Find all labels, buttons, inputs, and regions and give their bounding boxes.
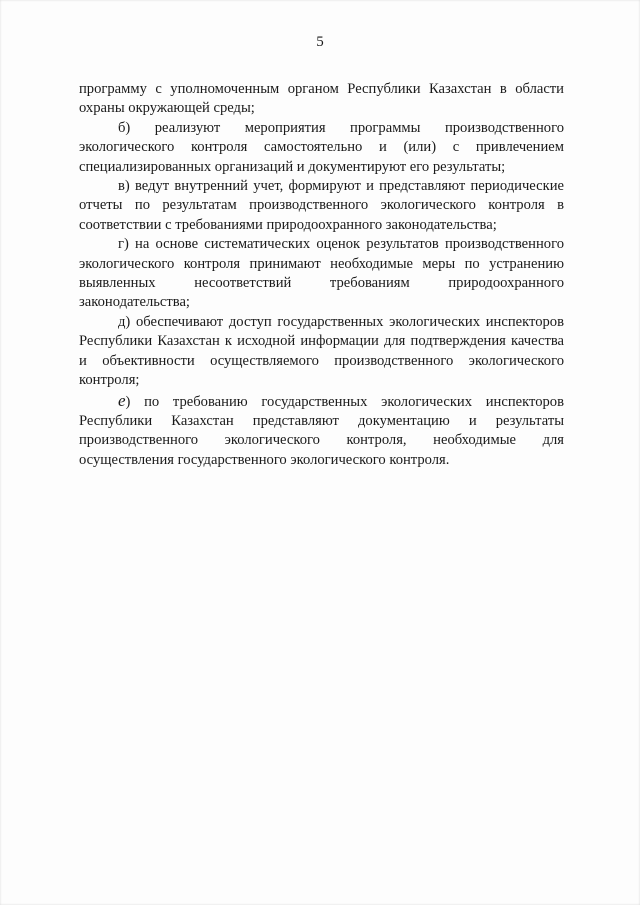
paragraph-item-v: в) ведут внутренний учет, формируют и представляют периодические отчеты по результатам производственного экологического контроля в соответствии с требованиями природоохранного законодательства; [79,178,564,233]
page-number: 5 [316,34,324,50]
document-body [79,80,564,470]
paragraph-continuation: программу с уполномоченным органом Республики Казахстан в области охраны окружающей среды; [79,81,564,117]
paragraph-item-g: г) на основе систематических оценок результатов производственного экологического контроля принимают необходимые меры по устранению выявленных несоответствий требованиям природоохранного законодательства; [79,236,564,311]
handwritten-item-letter: е [118,390,126,410]
paragraph-item-d: д) обеспечивают доступ государственных экологических инспекторов Республики Казахстан к исходной информации для подтверждения качества и объективности осуществляемого производственного экологического контроля; [79,313,564,389]
paragraph-item-e-text: ) по требованию государственных экологических инспекторов Республики Казахстан представляют документацию и результаты производственного экологического контроля, необходимые для осуществления государственного экологического контроля. [79,393,564,468]
paragraph-item-b: б) реализуют мероприятия программы производственного экологического контроля самостоятельно и (или) с привлечением специализированных организаций и документируют его результаты; [79,119,564,175]
paragraph-item-e [79,391,564,471]
